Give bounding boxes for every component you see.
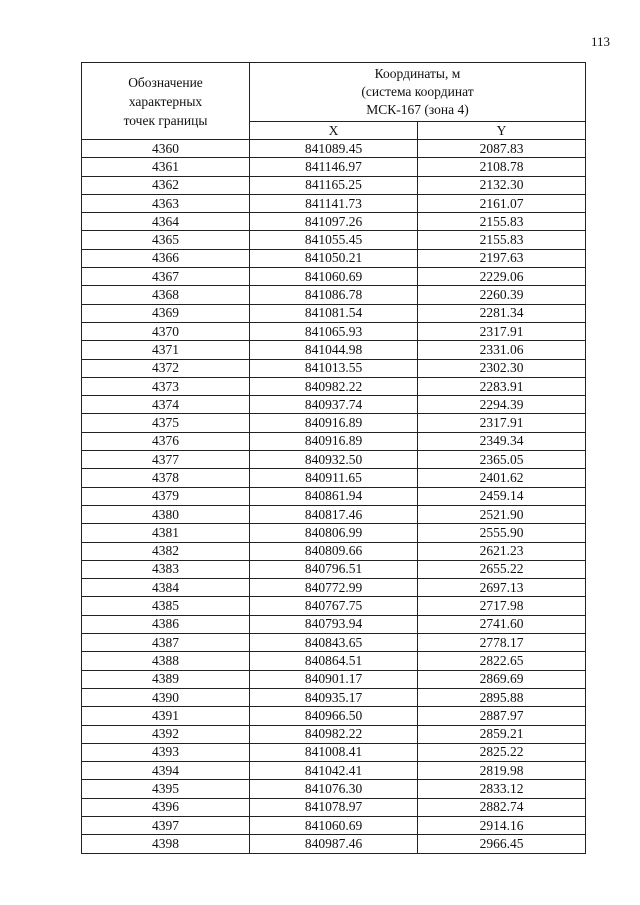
- point-id-cell: 4373: [82, 377, 250, 395]
- x-coordinate-cell: 840843.65: [250, 634, 418, 652]
- x-coordinate-cell: 840864.51: [250, 652, 418, 670]
- x-coordinate-cell: 840817.46: [250, 505, 418, 523]
- table-row: [82, 670, 586, 688]
- table-row: [82, 505, 586, 523]
- table-row: [82, 268, 586, 286]
- table-row: [82, 451, 586, 469]
- point-id-cell: 4398: [82, 835, 250, 853]
- point-id-cell: 4377: [82, 451, 250, 469]
- point-id-cell: 4395: [82, 780, 250, 798]
- point-id-cell: 4365: [82, 231, 250, 249]
- table-row: [82, 414, 586, 432]
- point-id-cell: 4374: [82, 396, 250, 414]
- table-row: [82, 377, 586, 395]
- point-id-cell: 4396: [82, 798, 250, 816]
- x-coordinate-cell: 841086.78: [250, 286, 418, 304]
- x-coordinate-cell: 840796.51: [250, 560, 418, 578]
- point-id-cell: 4367: [82, 268, 250, 286]
- y-coordinate-cell: 2778.17: [418, 634, 586, 652]
- table-row: [82, 194, 586, 212]
- y-coordinate-cell: 2229.06: [418, 268, 586, 286]
- table-row: [82, 743, 586, 761]
- x-coordinate-cell: 840937.74: [250, 396, 418, 414]
- point-id-cell: 4366: [82, 249, 250, 267]
- y-coordinate-cell: 2914.16: [418, 816, 586, 834]
- y-coordinate-cell: 2331.06: [418, 341, 586, 359]
- point-id-cell: 4369: [82, 304, 250, 322]
- table-row: [82, 597, 586, 615]
- y-coordinate-cell: 2895.88: [418, 688, 586, 706]
- point-id-cell: 4378: [82, 469, 250, 487]
- y-coordinate-cell: 2859.21: [418, 725, 586, 743]
- y-coordinate-cell: 2317.91: [418, 322, 586, 340]
- x-coordinate-cell: 841013.55: [250, 359, 418, 377]
- y-coordinate-cell: 2365.05: [418, 451, 586, 469]
- x-coordinate-cell: 841089.45: [250, 140, 418, 158]
- y-coordinate-cell: 2822.65: [418, 652, 586, 670]
- point-id-cell: 4387: [82, 634, 250, 652]
- y-coordinate-cell: 2087.83: [418, 140, 586, 158]
- point-id-cell: 4364: [82, 213, 250, 231]
- point-designation-header: [82, 63, 250, 140]
- y-coordinate-cell: 2108.78: [418, 158, 586, 176]
- table-row: [82, 158, 586, 176]
- x-coordinate-cell: 840987.46: [250, 835, 418, 853]
- point-id-cell: 4389: [82, 670, 250, 688]
- point-id-cell: 4370: [82, 322, 250, 340]
- table-row: [82, 560, 586, 578]
- point-header-line: точек границы: [123, 112, 208, 128]
- table-row: [82, 322, 586, 340]
- table-row: [82, 359, 586, 377]
- x-coordinate-cell: 840966.50: [250, 707, 418, 725]
- y-coordinate-cell: 2869.69: [418, 670, 586, 688]
- point-id-cell: 4392: [82, 725, 250, 743]
- y-coordinate-cell: 2555.90: [418, 524, 586, 542]
- point-id-cell: 4388: [82, 652, 250, 670]
- table-row: [82, 524, 586, 542]
- y-coordinate-cell: 2819.98: [418, 762, 586, 780]
- table-row: [82, 396, 586, 414]
- point-id-cell: 4375: [82, 414, 250, 432]
- point-header-line: характерных: [128, 93, 203, 109]
- y-coordinate-cell: 2281.34: [418, 304, 586, 322]
- coords-header-line: Координаты, м: [374, 65, 461, 81]
- table-row: [82, 469, 586, 487]
- x-coordinate-cell: 840982.22: [250, 725, 418, 743]
- table-row: [82, 762, 586, 780]
- x-coordinate-cell: 840935.17: [250, 688, 418, 706]
- point-id-cell: 4368: [82, 286, 250, 304]
- table-row: [82, 835, 586, 853]
- x-coordinate-cell: 841060.69: [250, 816, 418, 834]
- y-coordinate-cell: 2825.22: [418, 743, 586, 761]
- x-coordinate-cell: 840982.22: [250, 377, 418, 395]
- x-coordinate-cell: 841076.30: [250, 780, 418, 798]
- y-coordinate-cell: 2283.91: [418, 377, 586, 395]
- point-id-cell: 4363: [82, 194, 250, 212]
- y-coordinate-cell: 2833.12: [418, 780, 586, 798]
- x-coordinate-cell: 840793.94: [250, 615, 418, 633]
- table-row: [82, 707, 586, 725]
- x-coordinate-cell: 840911.65: [250, 469, 418, 487]
- table-row: [82, 652, 586, 670]
- table-body: [82, 140, 586, 854]
- x-coordinate-cell: 841044.98: [250, 341, 418, 359]
- y-coordinate-cell: 2717.98: [418, 597, 586, 615]
- point-id-cell: 4376: [82, 432, 250, 450]
- y-coordinate-cell: 2521.90: [418, 505, 586, 523]
- table-row: [82, 231, 586, 249]
- point-id-cell: 4384: [82, 579, 250, 597]
- point-id-cell: 4360: [82, 140, 250, 158]
- x-coordinate-cell: 841141.73: [250, 194, 418, 212]
- y-column-header: Y: [418, 121, 586, 139]
- point-id-cell: 4393: [82, 743, 250, 761]
- point-id-cell: 4391: [82, 707, 250, 725]
- table-row: [82, 176, 586, 194]
- table-row: [82, 249, 586, 267]
- x-coordinate-cell: 841146.97: [250, 158, 418, 176]
- table-row: [82, 432, 586, 450]
- x-coordinate-cell: 840932.50: [250, 451, 418, 469]
- point-id-cell: 4382: [82, 542, 250, 560]
- point-id-cell: 4397: [82, 816, 250, 834]
- y-coordinate-cell: 2966.45: [418, 835, 586, 853]
- x-coordinate-cell: 840806.99: [250, 524, 418, 542]
- point-id-cell: 4371: [82, 341, 250, 359]
- point-id-cell: 4390: [82, 688, 250, 706]
- table-row: [82, 579, 586, 597]
- table-row: [82, 780, 586, 798]
- point-id-cell: 4394: [82, 762, 250, 780]
- y-coordinate-cell: 2459.14: [418, 487, 586, 505]
- point-header-line: Обозначение: [128, 74, 203, 90]
- table-row: [82, 213, 586, 231]
- table-row: [82, 634, 586, 652]
- x-coordinate-cell: 841165.25: [250, 176, 418, 194]
- x-coordinate-cell: 841060.69: [250, 268, 418, 286]
- point-id-cell: 4361: [82, 158, 250, 176]
- coordinates-table: [81, 62, 586, 854]
- x-coordinate-cell: 841081.54: [250, 304, 418, 322]
- point-id-cell: 4386: [82, 615, 250, 633]
- x-coordinate-cell: 841008.41: [250, 743, 418, 761]
- x-coordinate-cell: 841078.97: [250, 798, 418, 816]
- point-id-cell: 4385: [82, 597, 250, 615]
- table-row: [82, 140, 586, 158]
- y-coordinate-cell: 2887.97: [418, 707, 586, 725]
- x-coordinate-cell: 841042.41: [250, 762, 418, 780]
- y-coordinate-cell: 2317.91: [418, 414, 586, 432]
- y-coordinate-cell: 2197.63: [418, 249, 586, 267]
- table-row: [82, 487, 586, 505]
- y-coordinate-cell: 2655.22: [418, 560, 586, 578]
- y-coordinate-cell: 2621.23: [418, 542, 586, 560]
- y-coordinate-cell: 2155.83: [418, 213, 586, 231]
- y-coordinate-cell: 2294.39: [418, 396, 586, 414]
- table-row: [82, 341, 586, 359]
- y-coordinate-cell: 2697.13: [418, 579, 586, 597]
- y-coordinate-cell: 2260.39: [418, 286, 586, 304]
- x-coordinate-cell: 841097.26: [250, 213, 418, 231]
- x-column-header: X: [250, 121, 418, 139]
- page-number: 113: [590, 34, 610, 49]
- table-row: [82, 816, 586, 834]
- point-id-cell: 4380: [82, 505, 250, 523]
- table-row: [82, 286, 586, 304]
- point-id-cell: 4362: [82, 176, 250, 194]
- point-id-cell: 4383: [82, 560, 250, 578]
- x-coordinate-cell: 840809.66: [250, 542, 418, 560]
- y-coordinate-cell: 2161.07: [418, 194, 586, 212]
- x-coordinate-cell: 840772.99: [250, 579, 418, 597]
- y-coordinate-cell: 2155.83: [418, 231, 586, 249]
- x-coordinate-cell: 840901.17: [250, 670, 418, 688]
- x-coordinate-cell: 840861.94: [250, 487, 418, 505]
- y-coordinate-cell: 2349.34: [418, 432, 586, 450]
- x-coordinate-cell: 840767.75: [250, 597, 418, 615]
- x-coordinate-cell: 841065.93: [250, 322, 418, 340]
- x-coordinate-cell: 840916.89: [250, 414, 418, 432]
- coords-header-line: МСК-167 (зона 4): [366, 101, 469, 117]
- coordinates-group-header: [250, 63, 586, 122]
- point-id-cell: 4372: [82, 359, 250, 377]
- point-id-cell: 4379: [82, 487, 250, 505]
- table-row: [82, 725, 586, 743]
- coords-header-line: (система координат: [361, 83, 474, 99]
- x-coordinate-cell: 841055.45: [250, 231, 418, 249]
- point-id-cell: 4381: [82, 524, 250, 542]
- x-coordinate-cell: 840916.89: [250, 432, 418, 450]
- table-row: [82, 798, 586, 816]
- table-row: [82, 542, 586, 560]
- table-row: [82, 615, 586, 633]
- y-coordinate-cell: 2401.62: [418, 469, 586, 487]
- x-coordinate-cell: 841050.21: [250, 249, 418, 267]
- y-coordinate-cell: 2132.30: [418, 176, 586, 194]
- y-coordinate-cell: 2302.30: [418, 359, 586, 377]
- y-coordinate-cell: 2741.60: [418, 615, 586, 633]
- table-row: [82, 688, 586, 706]
- table-row: [82, 304, 586, 322]
- y-coordinate-cell: 2882.74: [418, 798, 586, 816]
